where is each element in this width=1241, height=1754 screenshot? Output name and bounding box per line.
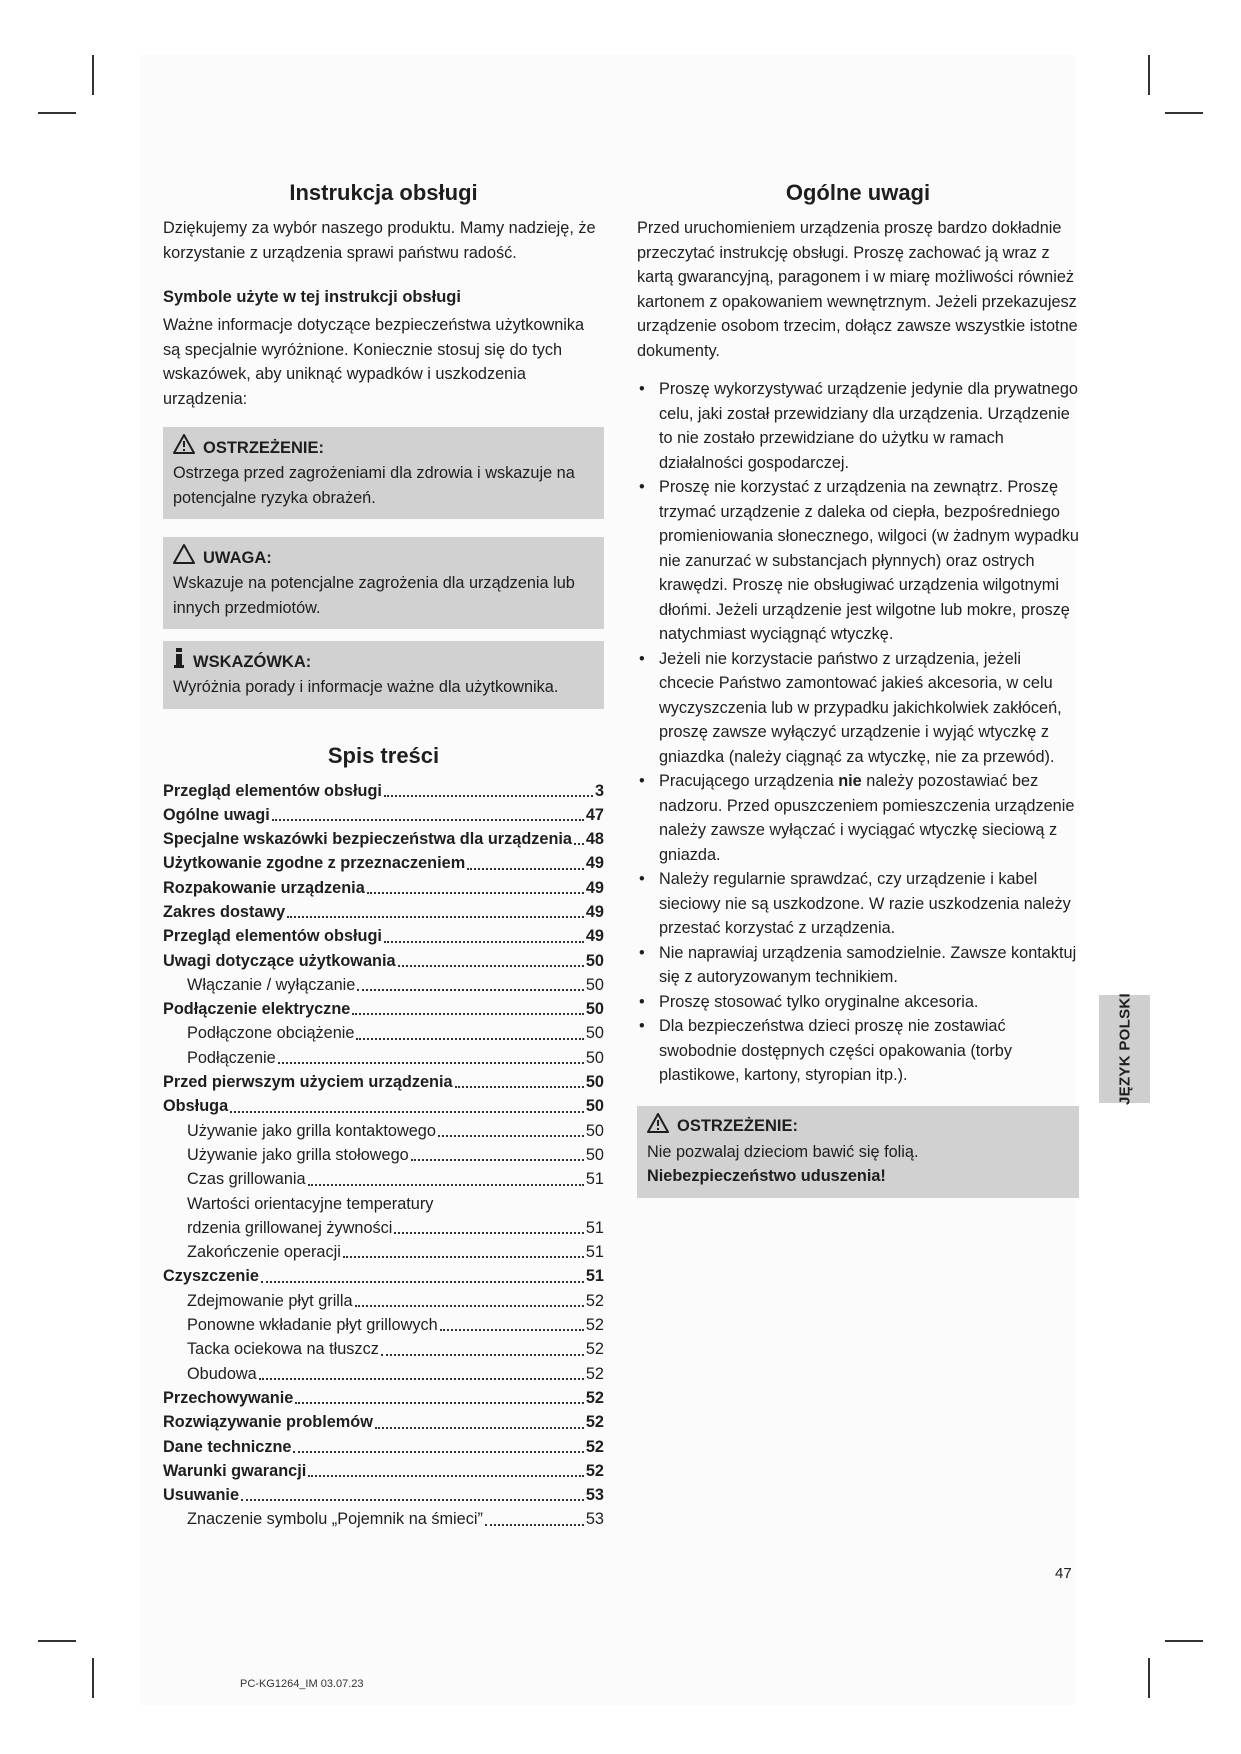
toc-entry	[163, 924, 604, 948]
toc-entry-page: 47	[585, 805, 604, 824]
toc-entry-label: Uwagi dotyczące użytkowania	[163, 951, 396, 970]
crop-mark	[92, 55, 94, 95]
safety-list	[637, 377, 1079, 1088]
toc-entry	[163, 1094, 604, 1118]
toc-dot-leader	[357, 989, 584, 991]
toc-entry-label: Czyszczenie	[163, 1267, 259, 1286]
toc-entry	[163, 1216, 604, 1240]
toc-entry	[163, 876, 604, 900]
toc-dot-leader	[355, 1305, 584, 1307]
toc-dot-leader	[367, 892, 584, 894]
toc-dot-leader	[440, 1329, 584, 1331]
toc-dot-leader	[356, 1038, 583, 1040]
caution-label: UWAGA:	[203, 548, 272, 567]
page-number: 47	[1055, 1565, 1072, 1582]
toc-entry-label: Podłączone obciążenie	[187, 1024, 355, 1043]
list-item: • Proszę stosować tylko oryginalne akcesoria.	[637, 990, 1079, 1015]
toc-dot-leader	[375, 1427, 584, 1429]
toc-entry-label: Obudowa	[187, 1364, 257, 1383]
toc-dot-leader	[394, 1232, 583, 1234]
toc-dot-leader	[308, 1475, 584, 1477]
toc-entry-page: 53	[585, 1486, 604, 1505]
list-item-text: należy pozostawiać bez nadzoru. Przed opuszczeniem pomieszczenia urządzenie należy zawsze wyłączać i wyciągać wtyczkę sieciową z gniazda.	[659, 772, 1075, 864]
toc-entry	[163, 803, 604, 827]
toc-entry-page: 52	[585, 1291, 604, 1310]
toc-entry-label: Obsługa	[163, 1097, 229, 1116]
toc-dot-leader	[467, 868, 584, 870]
toc-entry	[163, 851, 604, 875]
warning-box-children	[637, 1106, 1079, 1198]
toc-entry-page: 52	[585, 1388, 604, 1407]
toc-entry	[163, 900, 604, 924]
toc-dot-leader	[295, 1402, 584, 1404]
toc-entry-page: 52	[585, 1316, 604, 1335]
list-item: • Dla bezpieczeństwa dzieci proszę nie zostawiać swobodnie dostępnych części opakowania (torby plastikowe, kartony, styropian itp.).	[637, 1014, 1079, 1088]
toc-entry-page: 50	[585, 1048, 604, 1067]
left-column	[163, 178, 604, 1532]
crop-mark	[1148, 1658, 1150, 1698]
toc-entry	[163, 1240, 604, 1264]
hint-text: Wyróżnia porady i informacje ważne dla użytkownika.	[173, 678, 559, 696]
toc-entry	[163, 1192, 604, 1216]
toc-entry	[163, 997, 604, 1021]
toc-entry-label: Przechowywanie	[163, 1388, 294, 1407]
general-intro: Przed uruchomieniem urządzenia proszę bardzo dokładnie przeczytać instrukcję obsługi. Proszę zachować ją wraz z kartą gwarancyjną, paragonem i w miarę możliwości również kartonem z opakowaniem wewnętrznym. Jeżeli przekazujesz urządzenie osobom trzecim, dołącz zawsze wszystkie istotne dokumenty.	[637, 219, 1078, 360]
toc-entry-label: Przed pierwszym użyciem urządzenia	[163, 1073, 453, 1092]
list-item: • Jeżeli nie korzystacie państwo z urządzenia, jeżeli chcecie Państwo zamontować jakieś akcesoria, w celu wyczyszczenia lub w przypadku jakichkolwiek zakłóceń, proszę zawsze wyłączyć urządzenie i wyjąć wtyczkę z gniazdka (należy ciągnąć za wtyczkę, nie za przewód).	[637, 647, 1079, 770]
toc-dot-leader	[241, 1499, 584, 1501]
toc-dot-leader	[574, 843, 584, 845]
toc-entry-page: 51	[585, 1243, 604, 1262]
toc-entry	[163, 1167, 604, 1191]
toc-dot-leader	[411, 1159, 584, 1161]
toc-entry	[163, 827, 604, 851]
toc-dot-leader	[455, 1086, 584, 1088]
toc-entry-label: Specjalne wskazówki bezpieczeństwa dla urządzenia	[163, 830, 572, 849]
toc-entry-page: 48	[585, 830, 604, 849]
toc-entry-label: Tacka ociekowa na tłuszcz	[187, 1340, 379, 1359]
warning-triangle-icon	[173, 434, 195, 461]
intro-text: Dziękujemy za wybór naszego produktu. Mamy nadzieję, że korzystanie z urządzenia sprawi państwu radość.	[163, 219, 596, 262]
warning-label: OSTRZEŻENIE:	[203, 438, 325, 457]
toc-dot-leader	[287, 916, 584, 918]
toc-entry-page: 51	[585, 1170, 604, 1189]
crop-mark	[92, 1658, 94, 1698]
toc-entry-page: 51	[585, 1267, 604, 1286]
toc-entry	[163, 1264, 604, 1288]
hint-box-title	[173, 648, 594, 675]
toc-entry-label: Podłączenie elektryczne	[163, 1000, 351, 1019]
warning-text-bold: Niebezpieczeństwo uduszenia!	[647, 1167, 886, 1185]
warning-label: OSTRZEŻENIE:	[677, 1117, 799, 1135]
toc-entry-page: 52	[585, 1340, 604, 1359]
toc-entry-label: Usuwanie	[163, 1486, 240, 1505]
toc-dot-leader	[293, 1451, 583, 1453]
toc-entry	[163, 1337, 604, 1361]
toc-entry-label: Używanie jako grilla stołowego	[187, 1145, 409, 1164]
toc-dot-leader	[259, 1378, 584, 1380]
toc-dot-leader	[230, 1111, 584, 1113]
toc-entry-page: 53	[585, 1510, 604, 1529]
toc-entry-page: 50	[585, 951, 604, 970]
toc-dot-leader	[438, 1135, 584, 1137]
toc-entry	[163, 973, 604, 997]
language-tab	[1099, 995, 1150, 1103]
toc-entry-page: 49	[585, 927, 604, 946]
caution-box-title	[173, 544, 594, 571]
toc-entry-page: 50	[585, 1024, 604, 1043]
page-title: Instrukcja obsługi	[289, 180, 478, 205]
toc-entry-page: 50	[585, 1097, 604, 1116]
toc-entry-label: Przegląd elementów obsługi	[163, 781, 382, 800]
toc-entry-label: Warunki gwarancji	[163, 1461, 307, 1480]
crop-mark	[1148, 55, 1150, 95]
warning-text: Ostrzega przed zagrożeniami dla zdrowia i wskazuje na potencjalne ryzyka obrażeń.	[173, 464, 575, 507]
toc-entry-page: 51	[585, 1218, 604, 1237]
toc-entry	[163, 1386, 604, 1410]
toc-dot-leader	[272, 819, 584, 821]
toc-entry	[163, 1046, 604, 1070]
toc-entry	[163, 1313, 604, 1337]
warning-triangle-icon	[647, 1113, 669, 1140]
warning-box	[163, 427, 604, 519]
section-title: Ogólne uwagi	[785, 180, 931, 205]
toc-entry	[163, 1021, 604, 1045]
language-tab-label: JĘZYK POLSKI	[1116, 993, 1133, 1105]
warning-text	[647, 1140, 1069, 1189]
toc-entry	[163, 1362, 604, 1386]
hint-box	[163, 641, 604, 709]
toc-dot-leader	[343, 1256, 584, 1258]
hint-label: WSKAZÓWKA:	[193, 652, 312, 671]
list-item: • Nie naprawiaj urządzenia samodzielnie. Zawsze kontaktuj się z autoryzowanym technikiem.	[637, 941, 1079, 990]
toc-dot-leader	[352, 1013, 584, 1015]
list-item-text: Pracującego urządzenia	[659, 772, 839, 790]
toc-entry-page: 50	[585, 975, 604, 994]
toc-entry	[163, 949, 604, 973]
toc-entry-page: 50	[585, 1145, 604, 1164]
crop-mark	[1165, 112, 1203, 114]
toc-entry-page: 50	[585, 1073, 604, 1092]
toc-dot-leader	[278, 1062, 584, 1064]
toc-entry-page: 49	[585, 854, 604, 873]
warning-box-title	[647, 1113, 1069, 1140]
toc-dot-leader	[485, 1524, 584, 1526]
toc-entry	[163, 1143, 604, 1167]
toc-entry-label: Zakres dostawy	[163, 902, 286, 921]
info-icon	[173, 648, 185, 675]
toc-entry-label: Ponowne wkładanie płyt grillowych	[187, 1316, 438, 1335]
toc-entry	[163, 1435, 604, 1459]
toc-entry-label: Czas grillowania	[187, 1170, 306, 1189]
list-item: • Proszę nie korzystać z urządzenia na zewnątrz. Proszę trzymać urządzenie z daleka od ciepła, bezpośredniego promieniowania słonecznego, wilgoci (w żadnym wypadku nie zanurzać w substancjach płynnych) oraz ostrych krawędzi. Proszę nie obsługiwać urządzenia wilgotnymi dłońmi. Jeżeli urządzenie jest wilgotne lub mokre, proszę natychmiast wyciągnąć wtyczkę.	[637, 475, 1079, 647]
toc-entry-label: Podłączenie	[187, 1048, 276, 1067]
toc-entry-label: Przegląd elementów obsługi	[163, 927, 382, 946]
crop-mark	[38, 112, 76, 114]
toc-entry	[163, 1119, 604, 1143]
toc-entry-label: Rozpakowanie urządzenia	[163, 878, 365, 897]
toc-entry	[163, 1483, 604, 1507]
toc-dot-leader	[308, 1184, 584, 1186]
toc-entry-label: Włączanie / wyłączanie	[187, 975, 356, 994]
toc-entry	[163, 1507, 604, 1531]
toc-entry-page: 50	[585, 1000, 604, 1019]
toc-entry-label: rdzenia grillowanej żywności	[187, 1218, 393, 1237]
toc-entry	[163, 1289, 604, 1313]
table-of-contents	[163, 779, 604, 1532]
crop-mark	[1165, 1640, 1203, 1642]
toc-entry-label: Zdejmowanie płyt grilla	[187, 1291, 353, 1310]
toc-entry-page: 49	[585, 878, 604, 897]
toc-entry	[163, 1410, 604, 1434]
toc-entry-label: Rozwiązywanie problemów	[163, 1413, 373, 1432]
list-item-emphasis: nie	[838, 772, 862, 790]
toc-entry-label: Ogólne uwagi	[163, 805, 270, 824]
toc-entry-label: Dane techniczne	[163, 1437, 292, 1456]
caution-text: Wskazuje na potencjalne zagrożenia dla urządzenia lub innych przedmiotów.	[173, 574, 575, 617]
toc-entry-label: Wartości orientacyjne temperatury	[187, 1194, 434, 1213]
toc-title: Spis treści	[327, 742, 440, 768]
toc-entry	[163, 1070, 604, 1094]
list-item: • Proszę wykorzystywać urządzenie jedynie dla prywatnego celu, jaki został przewidziany dla urządzenia. Urządzenie to nie zostało przewidziane do użytku w ramach działalności gospodarczej.	[637, 377, 1079, 475]
toc-entry-label: Zakończenie operacji	[187, 1243, 341, 1262]
toc-entry-page: 52	[585, 1413, 604, 1432]
warning-text-plain: Nie pozwalaj dzieciom bawić się folią.	[647, 1142, 919, 1161]
toc-dot-leader	[261, 1281, 584, 1283]
crop-mark	[38, 1640, 76, 1642]
caution-box	[163, 537, 604, 629]
toc-entry-label: Użytkowanie zgodne z przeznaczeniem	[163, 854, 466, 873]
symbols-heading: Symbole użyte w tej instrukcji obsługi	[163, 288, 461, 306]
right-column	[637, 178, 1079, 1198]
list-item	[637, 769, 1079, 867]
toc-dot-leader	[398, 965, 584, 967]
toc-entry-page: 52	[585, 1437, 604, 1456]
toc-entry	[163, 779, 604, 803]
toc-dot-leader	[384, 941, 584, 943]
toc-entry-page: 52	[585, 1364, 604, 1383]
toc-entry-page: 52	[585, 1461, 604, 1480]
list-item: • Należy regularnie sprawdzać, czy urządzenie i kabel sieciowy nie są uszkodzone. W razie uszkodzenia należy przestać korzystać z urządzenia.	[637, 867, 1079, 941]
toc-entry-label: Używanie jako grilla kontaktowego	[187, 1121, 436, 1140]
caution-triangle-icon	[173, 544, 195, 571]
footer-code: PC-KG1264_IM 03.07.23	[240, 1678, 364, 1690]
toc-dot-leader	[381, 1354, 584, 1356]
toc-entry-page: 49	[585, 902, 604, 921]
toc-entry-page: 3	[594, 781, 604, 800]
toc-entry-label: Znaczenie symbolu „Pojemnik na śmieci”	[187, 1510, 483, 1529]
warning-box-title	[173, 434, 594, 461]
toc-entry-page: 50	[585, 1121, 604, 1140]
symbols-text: Ważne informacje dotyczące bezpieczeństwa użytkownika są specjalnie wyróżnione. Koniecznie stosuj się do tych wskazówek, aby uniknąć wypadków i uszkodzenia urządzenia:	[163, 316, 585, 408]
toc-dot-leader	[384, 795, 593, 797]
toc-entry	[163, 1459, 604, 1483]
